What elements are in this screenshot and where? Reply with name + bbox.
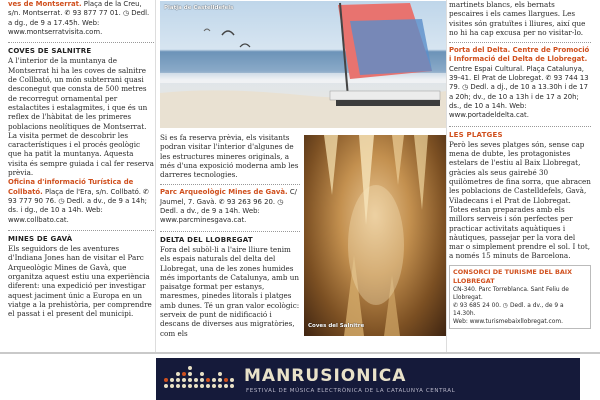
phone: 93 263 96 20.	[226, 197, 276, 206]
info-box	[449, 265, 591, 330]
info-block	[160, 188, 300, 225]
beach-photo	[160, 1, 446, 128]
info-intro	[8, 0, 154, 37]
paragraph: Si es fa reserva prèvia, els visitants podran visitar l'interior d'algunes de les estructures mineres originals, a més d'una exposició moderna amb les darreres tecnologies.	[160, 133, 299, 180]
divider	[160, 231, 300, 232]
hours: Dedl. a dg., de 9 a 17.45h.	[8, 9, 150, 27]
divider	[160, 184, 300, 185]
clock-icon: ◷	[502, 303, 509, 310]
hours: Dedl. a dv., de 9 a 14h. Web: www.parcminesgava.cat.	[160, 207, 260, 225]
clock-icon: ◷	[58, 196, 65, 205]
info-block	[449, 46, 591, 120]
box-heading: CONSORCI DE TURISME DEL BAIX LLOBREGAT	[453, 267, 573, 286]
column-divider	[446, 0, 447, 352]
clock-icon: ◷	[123, 9, 130, 18]
paragraph: A l'interior de la muntanya de Montserrat hi ha les coves de salnitre de Collbató, un món subterrani quasi desconegut que consta de 500 metres de recorregut ornamental per estalactites i estalagmites, i que és un reflex de l'hàbitat de les primeres poblacions neolítiques de Montserrat. La visita permet de descobrir les característiques i el procés geològic que ha patit la muntanya. Aquesta visita és sempre guiada i cal fer reserva prèvia.	[8, 56, 154, 178]
equalizer-logo-icon	[162, 366, 240, 392]
address: C/ Jaumel, 7. Gavà.	[160, 188, 297, 206]
phone: 93 685 24 00.	[459, 303, 502, 310]
address: Plaça de l'Era, s/n. Collbató.	[44, 187, 141, 196]
box-text	[453, 286, 587, 326]
address: CN-340. Parc Torreblanca. Sant Feliu de Llobregat.	[453, 287, 569, 302]
column-3	[449, 0, 591, 329]
org-name: Oficina d'informació Turística de Collbató.	[8, 178, 134, 196]
clock-icon: ◷	[277, 197, 284, 206]
web-link[interactable]: Web: www.turismebaixllobregat.com.	[453, 319, 564, 326]
paragraph: Però les seves platges són, sense cap mena de dubte, les protagonistes estelars de l'estiu al Baix Llobregat, gràcies als seus gairebé 30 quilòmetres de fina sorra, que abracen les poblacions de Castelldefels, Gavà, Viladecans i el Prat de Llobregat. Totes estan preparades amb els millors serveis i són perfectes per practicar activitats aquàtiques i nàutiques, passejar per la vora del mar o simplement prendre el sol. I tot, a només 15 minuts de Barcelona.	[449, 139, 591, 261]
banner-subtitle: FESTIVAL DE MÚSICA ELECTRÒNICA DE LA CATALUNYA CENTRAL	[246, 388, 456, 394]
cave-illustration	[304, 135, 446, 336]
cave-photo	[304, 135, 446, 336]
paragraph: Els seguidors de les aventures d'Indiana Jones han de visitar el Parc Arqueològic Mines de Gavà, que organitza aquest estiu una experiència diferent: una expedició per investigar aquest jaciment únic a Europa en un viatge a la prehistòria, per comprendre el passat i el present del municipi.	[8, 244, 152, 319]
divider	[449, 126, 591, 127]
phone: 93 877 77 01.	[72, 9, 121, 18]
photo-caption: Coves del Salnitre	[308, 323, 365, 329]
column-2	[160, 133, 300, 339]
section-heading: COVES DE SALNITRE	[8, 47, 92, 56]
info-block	[8, 178, 154, 224]
section-heading: DELTA DEL LLOBREGAT	[160, 235, 253, 244]
banner-title: MANRUSIONICA	[244, 366, 407, 386]
org-name: ves de Montserrat.	[8, 0, 82, 8]
divider	[8, 42, 154, 43]
paragraph: Fora del subòl·li a l'aire lliure tenim els espais naturals del delta del Llobregat, una de les zones humides més importants de Catalunya, amb un paisatge format per estanys, maresmes, pinedes litorals i platges amb dunes. Té un gran valor ecològic: serveix de punt de nidificació i descans de diverses aus migratòries, com els	[160, 244, 300, 338]
column-divider	[155, 0, 156, 352]
column-1	[8, 0, 154, 320]
section-heading: LES PLATGES	[449, 130, 503, 139]
phone-icon: ✆	[218, 197, 225, 206]
phone-icon: ✆	[453, 303, 458, 310]
section-heading: MINES DE GAVÀ	[8, 234, 73, 243]
divider	[449, 42, 591, 43]
address: Centre Espai Cultural. Plaça Catalunya, 39-41. El Prat de Llobregat.	[449, 64, 584, 83]
web-link[interactable]: Web: www.montserratvisita.com.	[8, 18, 103, 36]
hours: Dedl. a dv., de 9 a 14.30h.	[453, 303, 564, 318]
hours: Dedl. a dj., de 10 a 13.30h i de 17 a 20h; dv., de 10 a 13h i de 17 a 20h; ds., de 10 a 14h. Web: www.portadeldelta.cat.	[449, 83, 589, 120]
photo-caption: Platja de Castelldefels	[164, 5, 234, 11]
org-name: Parc Arqueològic Mines de Gavà.	[160, 188, 288, 197]
clock-icon: ◷	[462, 83, 469, 92]
paragraph: martinets blancs, els bernats pescaires i els cames llargues. Les visites són gratuïtes i lliures, així que no hi ha cap excusa per no visitar-lo.	[449, 0, 586, 37]
beach-illustration	[160, 1, 446, 128]
address: Plaça de la Creu, s/n. Montserrat.	[8, 0, 142, 18]
hours: Dedl. a dv., de 9 a 14h; ds. i dg., de 10 a 14h. Web: www.collbato.cat.	[8, 196, 148, 224]
phone: 93 744 13 79.	[449, 74, 589, 92]
phone-icon: ✆	[143, 187, 149, 196]
phone: 93 777 90 76.	[8, 196, 57, 205]
festival-banner[interactable]	[156, 358, 580, 400]
phone-icon: ✆	[64, 9, 71, 18]
phone-icon: ✆	[545, 74, 552, 83]
org-name: Porta del Delta. Centre de Promoció i Informació del Delta de Llobregat.	[449, 46, 590, 64]
divider	[8, 230, 154, 231]
bottom-rule	[0, 352, 600, 354]
